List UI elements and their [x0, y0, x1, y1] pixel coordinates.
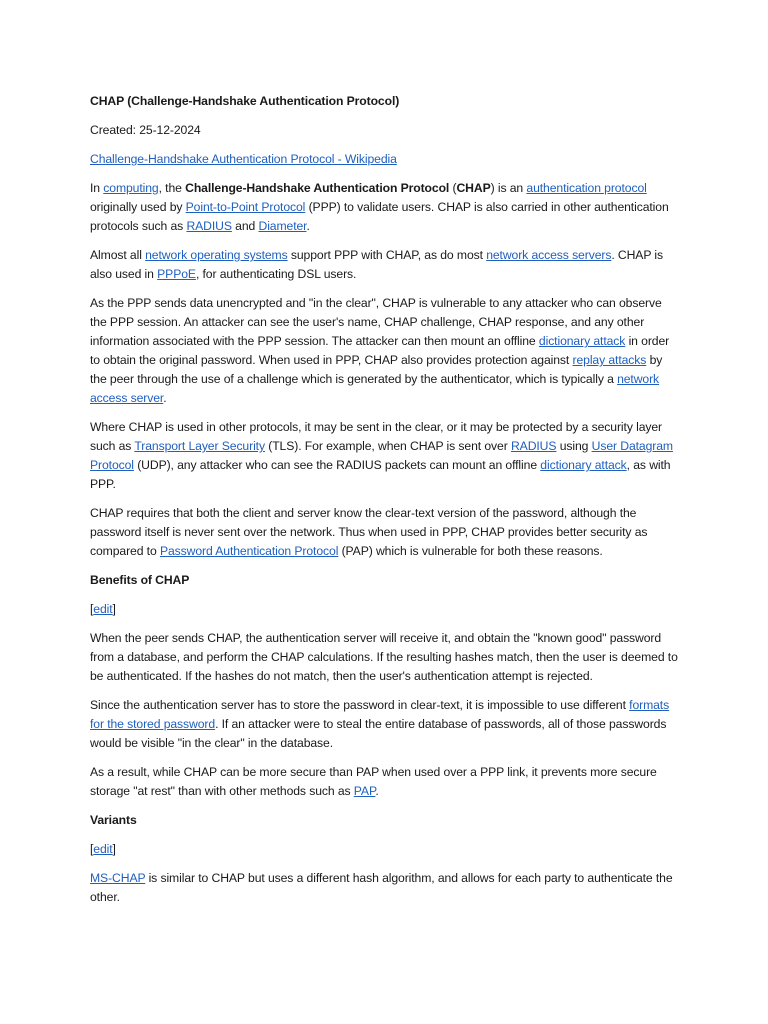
created-date: Created: 25-12-2024 [90, 123, 201, 137]
text: and [231, 219, 259, 233]
text: . [163, 391, 167, 405]
text: originally used by [90, 200, 186, 214]
text: (TLS). For example, when CHAP is sent over [264, 439, 511, 453]
bracket: [ [90, 602, 94, 616]
text: by the peer through the use of a challenge which is generated by the authenticator, which is typically a [90, 353, 663, 386]
text: (UDP), any attacker who can see the RADIUS packets can mount an offline [133, 458, 541, 472]
edit-section-variants [90, 840, 680, 859]
source-link[interactable]: Challenge-Handshake Authentication Protocol - Wikipedia [90, 152, 397, 166]
link-pppoe[interactable]: PPPoE [157, 267, 196, 281]
link-computing[interactable]: computing [103, 181, 159, 195]
paragraph-other-protocols [90, 418, 680, 494]
paragraph-result [90, 763, 680, 801]
paragraph-vulnerability [90, 294, 680, 408]
link-ms-chap[interactable]: MS-CHAP [90, 871, 146, 885]
text: CHAP requires that both the client and server know the clear-text version of the password, although the password itself is never sent over the network. Thus when used in PPP, CHAP provides better security as compared to [90, 506, 648, 558]
text: ) is an [490, 181, 527, 195]
edit-section-benefits [90, 600, 680, 619]
text: using [556, 439, 592, 453]
paragraph-intro [90, 179, 680, 236]
link-radius[interactable]: RADIUS [186, 219, 232, 233]
text: . [306, 219, 310, 233]
text: . If an attacker were to steal the entire database of passwords, all of those passwords would be visible "in the clear" in the database. [90, 717, 667, 750]
bold-term: CHAP [456, 181, 491, 195]
link-tls[interactable]: Transport Layer Security [134, 439, 265, 453]
section-heading-variants: Variants [90, 813, 137, 827]
link-dictionary-attack[interactable]: dictionary attack [540, 458, 627, 472]
link-ppp[interactable]: Point-to-Point Protocol [185, 200, 306, 214]
text: ( [449, 181, 457, 195]
text: is similar to CHAP but uses a different hash algorithm, and allows for each party to authenticate the other. [90, 871, 673, 904]
edit-link[interactable]: edit [93, 602, 113, 616]
paragraph-requirements [90, 504, 680, 561]
document-body [90, 92, 680, 917]
link-network-operating-systems[interactable]: network operating systems [145, 248, 288, 262]
paragraph-benefits: When the peer sends CHAP, the authentication server will receive it, and obtain the "known good" password from a database, and perform the CHAP calculations. If the resulting hashes match, then the user is deemed to be authenticated. If the hashes do not match, then the user's authentication attempt is rejected. [90, 631, 678, 683]
text: As a result, while CHAP can be more secure than PAP when used over a PPP link, it prevents more secure storage "at rest" than with other methods such as [90, 765, 657, 798]
paragraph-support [90, 246, 680, 284]
text: In [90, 181, 104, 195]
text: , the [158, 181, 186, 195]
link-udp[interactable]: User Datagram Protocol [90, 439, 673, 472]
link-radius[interactable]: RADIUS [510, 439, 557, 453]
text: Since the authentication server has to store the password in clear-text, it is impossible to use different [90, 698, 630, 712]
text: As the PPP sends data unencrypted and "in the clear", CHAP is vulnerable to any attacker who can observe the PPP session. An attacker can see the user's name, CHAP challenge, CHAP response, and any other information associated with the PPP session. The attacker can then mount an offline [90, 296, 662, 348]
text: . [375, 784, 379, 798]
text: , for authenticating DSL users. [195, 267, 357, 281]
link-dictionary-attack[interactable]: dictionary attack [538, 334, 626, 348]
link-diameter[interactable]: Diameter [258, 219, 307, 233]
edit-link[interactable]: edit [93, 842, 113, 856]
bracket: ] [112, 842, 116, 856]
text: . CHAP is also used in [90, 248, 664, 281]
bold-term: Challenge-Handshake Authentication Protocol [185, 181, 450, 195]
source-link-paragraph [90, 150, 680, 169]
text: , as with PPP. [90, 458, 671, 491]
text: Almost all [90, 248, 146, 262]
link-network-access-servers[interactable]: network access servers [486, 248, 612, 262]
paragraph-storage [90, 696, 680, 753]
text: (PPP) to validate users. CHAP is also carried in other authentication protocols such as [90, 200, 669, 233]
link-pap-full[interactable]: Password Authentication Protocol [159, 544, 339, 558]
text: (PAP) which is vulnerable for both these reasons. [338, 544, 603, 558]
link-network-access-server[interactable]: network access server [90, 372, 660, 405]
text: support PPP with CHAP, as do most [287, 248, 487, 262]
text: Where CHAP is used in other protocols, it may be sent in the clear, or it may be protected by a security layer such as [90, 420, 663, 453]
text: in order to obtain the original password. When used in PPP, CHAP also provides protection against [90, 334, 670, 367]
link-replay-attacks[interactable]: replay attacks [572, 353, 647, 367]
link-authentication-protocol[interactable]: authentication protocol [526, 181, 647, 195]
page-title: CHAP (Challenge-Handshake Authentication Protocol) [90, 94, 400, 108]
bracket: ] [112, 602, 116, 616]
bracket: [ [90, 842, 94, 856]
section-heading-benefits: Benefits of CHAP [90, 573, 190, 587]
link-stored-password-formats[interactable]: formats for the stored password [90, 698, 670, 731]
paragraph-ms-chap [90, 869, 680, 907]
link-pap[interactable]: PAP [353, 784, 376, 798]
